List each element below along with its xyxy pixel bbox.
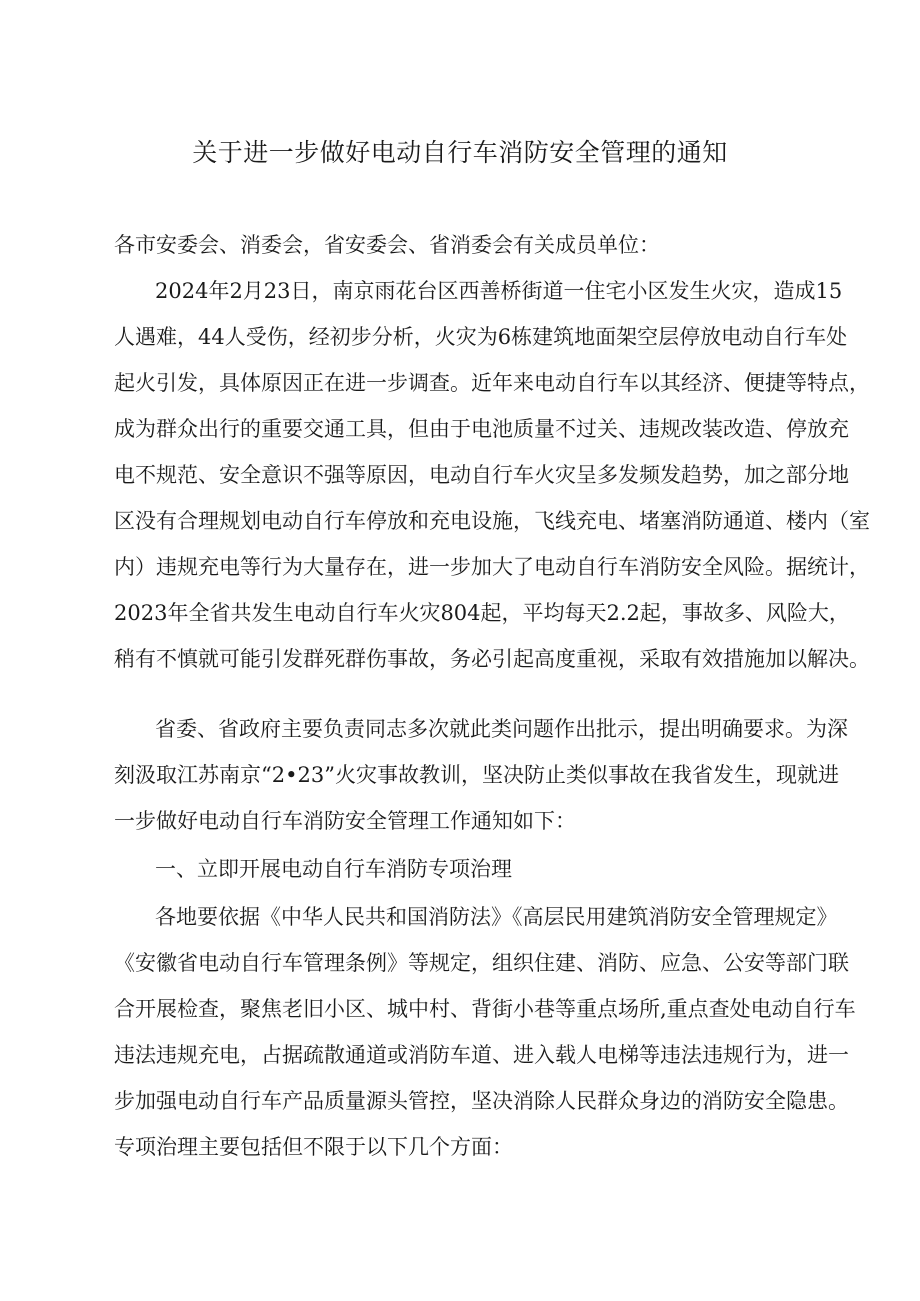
salutation: 各市安委会、消委会，省安委会、省消委会有关成员单位： [114,233,660,257]
paragraph-1-line-6: 区没有合理规划电动自行车停放和充电设施，飞线充电、堵塞消防通道、楼内（室 [114,509,870,533]
section-heading-1: 一、立即开展电动自行车消防专项治理 [155,857,512,881]
document-title: 关于进一步做好电动自行车消防安全管理的通知 [192,138,728,167]
paragraph-1-line-8: 2023年全省共发生电动自行车火灾804起，平均每天2.2起，事故多、风险大， [114,601,850,625]
paragraph-3-line-3: 合开展检查，聚焦老旧小区、城中村、背街小巷等重点场所,重点查处电动自行车 [114,997,856,1021]
paragraph-3-line-2: 《安徽省电动自行车管理条例》等规定，组织住建、消防、应急、公安等部门联 [114,951,849,975]
paragraph-1-line-3: 起火引发，具体原因正在进一步调查。近年来电动自行车以其经济、便捷等特点， [114,371,870,395]
paragraph-1-line-1: 2024年2月23日，南京雨花台区西善桥街道一住宅小区发生火灾，造成15 [155,279,843,303]
paragraph-2-line-1: 省委、省政府主要负责同志多次就此类问题作出批示，提出明确要求。为深 [155,717,848,741]
paragraph-1-line-4: 成为群众出行的重要交通工具，但由于电池质量不过关、违规改装改造、停放充 [114,417,849,441]
paragraph-2-line-3: 一步做好电动自行车消防安全管理工作通知如下： [114,809,576,833]
paragraph-2-line-2: 刻汲取江苏南京“2•23”火灾事故教训，坚决防止类似事故在我省发生，现就进 [114,763,839,787]
paragraph-3-line-4: 违法违规充电，占据疏散通道或消防车道、进入载人电梯等违法违规行为，进一 [114,1043,849,1067]
paragraph-3-line-5: 步加强电动自行车产品质量源头管控，坚决消除人民群众身边的消防安全隐患。 [114,1089,849,1113]
paragraph-3-line-6: 专项治理主要包括但不限于以下几个方面： [114,1135,513,1159]
paragraph-3-line-1: 各地要依据《中华人民共和国消防法》《高层民用建筑消防安全管理规定》 [155,905,838,929]
paragraph-1-line-5: 电不规范、安全意识不强等原因，电动自行车火灾呈多发频发趋势，加之部分地 [114,463,849,487]
paragraph-1-line-7: 内）违规充电等行为大量存在，进一步加大了电动自行车消防安全风险。据统计， [114,555,870,579]
paragraph-1-line-9: 稍有不慎就可能引发群死群伤事故，务必引起高度重视，采取有效措施加以解决。 [114,647,870,671]
paragraph-1-line-2: 人遇难，44人受伤，经初步分析，火灾为6栋建筑地面架空层停放电动自行车处 [114,325,848,349]
